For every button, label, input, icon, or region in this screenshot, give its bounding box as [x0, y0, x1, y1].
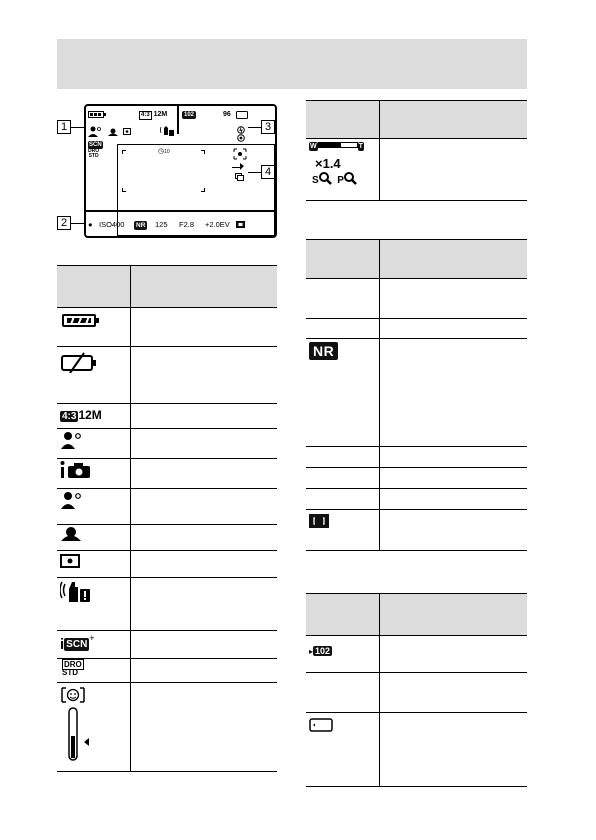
folder-icon: ▸: [309, 647, 314, 656]
table-row: [306, 319, 527, 339]
table-row: [306, 468, 527, 489]
left-indicator-table: [57, 265, 277, 772]
callout-1: 1: [57, 120, 71, 134]
face-detection-icon: [60, 491, 82, 509]
noise-reduction-icon: NR: [309, 342, 338, 360]
af-corner-br: [201, 188, 205, 192]
table-header-row: [306, 101, 527, 139]
bottom-bar-indicator-table: [306, 239, 527, 551]
zoom-indicator-table: [306, 100, 527, 201]
table-row: [306, 636, 527, 673]
aspect-ratio-badge: 4:3: [141, 112, 150, 118]
table-row: [306, 139, 527, 201]
macro-icon: [108, 128, 118, 136]
macro-icon: [60, 527, 82, 541]
iso-value: ISO400: [99, 220, 125, 229]
zoom-bar: W T: [310, 143, 363, 150]
callout-3: 3: [261, 120, 275, 134]
table-row: [57, 578, 277, 631]
flash-icon: [232, 162, 244, 171]
callout-4: 4: [261, 165, 275, 179]
table-row: [57, 551, 277, 578]
image-size-text: 12M: [153, 111, 168, 118]
table-row: [306, 489, 527, 510]
red-eye-icon: [237, 134, 245, 142]
table-row: [306, 279, 527, 319]
table-row: [306, 510, 527, 551]
spot-meter-icon: [123, 128, 131, 135]
table-header-row: [306, 594, 527, 636]
table-row: [306, 713, 527, 787]
zoom-type-icons: S P: [309, 172, 376, 186]
self-timer-indicator: ◷10: [158, 148, 170, 155]
lcd-divider: [177, 104, 179, 134]
table-row: i SCN+: [57, 631, 277, 659]
af-corner-tr: [201, 150, 205, 154]
af-frame-icon: [309, 514, 329, 528]
scene-recognition-icon: i: [60, 636, 65, 653]
battery-empty-icon: [60, 351, 100, 373]
dro-icon: DRO STD: [62, 660, 82, 677]
smile-shutter-icon: [60, 686, 100, 762]
zoom-icon: [344, 172, 357, 185]
shutter-value: 125: [155, 220, 168, 229]
face-detection-icon: [60, 431, 82, 449]
table-row: [57, 308, 277, 347]
folder-indicator-table: [306, 593, 527, 787]
nr-indicator: NR: [136, 222, 146, 229]
table-row: [57, 659, 277, 683]
image-count: 96: [223, 111, 231, 118]
table-row: [57, 489, 277, 525]
callout-2: 2: [57, 216, 71, 230]
table-row: [57, 404, 277, 429]
callout-2-line: [71, 223, 84, 224]
table-row: [306, 339, 527, 447]
zoom-scale-text: ×1.4: [315, 156, 341, 171]
af-corner-bl: [122, 188, 126, 192]
memory-card-icon: [309, 718, 333, 732]
table-row: [57, 347, 277, 404]
scene-indicator: SCN: [89, 142, 102, 148]
table-row: [306, 673, 527, 713]
table-row: [57, 525, 277, 551]
af-corner-tl: [122, 150, 126, 154]
table-row: [306, 447, 527, 468]
table-row: [57, 429, 277, 459]
flash-mode-icon: [237, 126, 245, 134]
table-header-row: [306, 240, 527, 279]
af-frame-icon: [236, 221, 245, 228]
spot-meter-icon: [60, 554, 80, 568]
ev-value: +2.0EV: [205, 220, 230, 229]
record-dot-icon: ●: [88, 220, 93, 229]
folder-number: 102: [315, 646, 331, 656]
scene-label: SCN: [66, 639, 88, 650]
battery-icon: [88, 111, 106, 118]
shake-warning-icon: [160, 124, 174, 136]
face-detection-icon: [88, 126, 102, 137]
table-header-row: [57, 266, 277, 308]
intelligent-auto-icon: [60, 461, 92, 479]
table-row: [57, 683, 277, 772]
burst-icon: [235, 173, 244, 181]
section-header-bar: [57, 39, 527, 89]
callout-1-line: [71, 127, 84, 128]
shake-warning-icon: [60, 579, 92, 603]
memory-card-icon: [236, 111, 248, 119]
zoom-icon: [319, 172, 332, 185]
image-size-label: 12M: [78, 408, 102, 422]
aperture-value: F2.8: [179, 220, 195, 229]
dro-indicator: DRO STD: [88, 148, 100, 159]
folder-indicator: 102: [184, 112, 195, 118]
metering-mode-icon: [233, 148, 247, 160]
battery-icon: [62, 314, 96, 327]
table-row: [57, 459, 277, 489]
aspect-ratio-badge: 4:3: [62, 411, 77, 422]
